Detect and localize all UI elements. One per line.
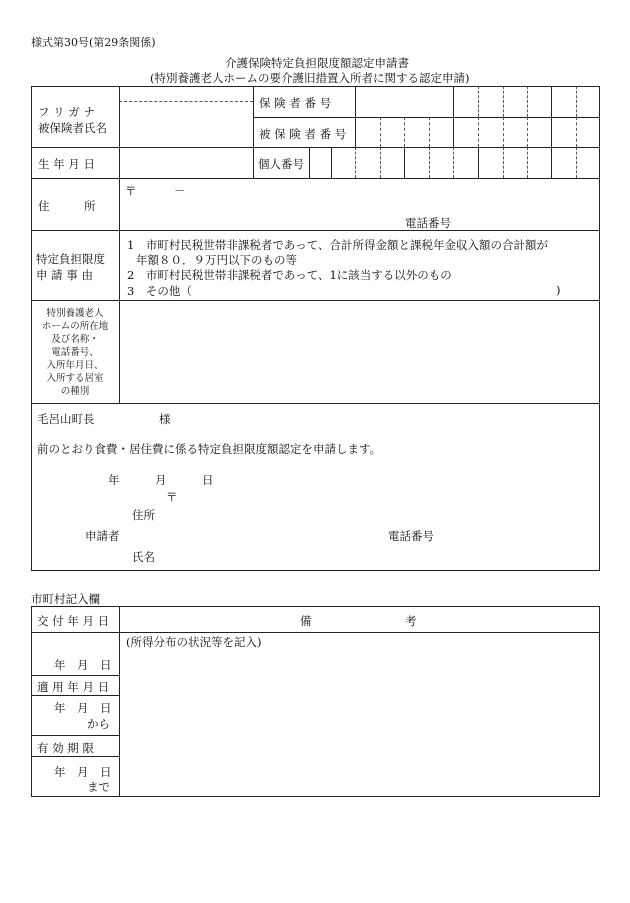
- applicant-label: 申請者: [85, 529, 120, 543]
- postal-mark: 〒: [125, 184, 137, 198]
- insured-number-field[interactable]: [356, 118, 600, 147]
- reason-label-1: 特定負担限度: [36, 252, 105, 266]
- birth-date-field[interactable]: [120, 148, 253, 178]
- declaration-statement: 前のとおり食費・居住費に係る特定負担限度額認定を申請します。: [37, 442, 382, 456]
- applicant-postal-mark: 〒: [166, 490, 178, 504]
- date-year: 年: [108, 473, 120, 487]
- applicant-phone-label: 電話番号: [388, 529, 434, 543]
- furigana-field[interactable]: [120, 87, 253, 101]
- birth-date-label: 生 年 月 日: [38, 157, 95, 171]
- apply-ymd: 年 月 日: [54, 701, 112, 715]
- reason-label-2: 申 請 事 由: [36, 268, 93, 282]
- insured-name-field[interactable]: [120, 102, 253, 147]
- furigana-label: フ リ ガ ナ: [38, 105, 95, 119]
- phone-label: 電話番号: [405, 216, 451, 230]
- my-number-label: 個人番号: [258, 157, 304, 171]
- apply-from: から: [87, 717, 110, 731]
- applicant-name-label: 氏名: [132, 550, 155, 564]
- remarks-field[interactable]: [120, 650, 600, 796]
- reason-option-3: 3 その他（: [127, 284, 192, 298]
- insured-number-label: 被 保 険 者 番 号: [259, 127, 347, 141]
- my-number-field[interactable]: [310, 148, 600, 178]
- facility-label: 特別養護老人 ホームの所在地 及び名称・ 電話番号、 入所年月日、 入所する居室 の種別: [41, 308, 109, 397]
- applicant-address-label: 住所: [132, 508, 155, 522]
- remarks-note: (所得分布の状況等を記入): [126, 635, 262, 649]
- reason-option-2: 2 市町村民税世帯非課税者であって、1に該当する以外のもの: [127, 268, 452, 282]
- date-month: 月: [155, 473, 167, 487]
- facility-info-field[interactable]: [120, 301, 600, 403]
- reason-other-close: ): [556, 283, 561, 297]
- valid-period-label: 有 効 期 限: [37, 741, 94, 755]
- form-title: 介護保険特定負担限度額認定申請書: [225, 56, 409, 70]
- issue-date-label: 交 付 年 月 日: [37, 614, 110, 628]
- insured-name-label: 被保険者氏名: [38, 121, 107, 135]
- reason-option-1-cont: 年額８０．９万円以下のもの等: [136, 253, 297, 267]
- honorific: 様: [159, 412, 171, 426]
- postal-dash: －: [174, 184, 186, 198]
- addressee: 毛呂山町長: [37, 412, 95, 426]
- insurer-number-label: 保 険 者 番 号: [259, 96, 332, 110]
- apply-date-label: 適 用 年 月 日: [37, 680, 110, 694]
- valid-until: まで: [87, 780, 110, 794]
- issue-ymd: 年 月 日: [54, 658, 112, 672]
- address-label: 住 所: [38, 199, 96, 213]
- form-number: 様式第30号(第29条関係): [31, 36, 156, 49]
- date-day: 日: [202, 473, 214, 487]
- insurer-number-field[interactable]: [356, 87, 600, 117]
- address-field[interactable]: [145, 192, 585, 212]
- office-section-title: 市町村記入欄: [31, 592, 100, 606]
- remarks-label-2: 考: [405, 614, 417, 628]
- remarks-label-1: 備: [300, 614, 312, 628]
- form-subtitle: (特別養護老人ホームの要介護旧措置入所者に関する認定申請): [150, 71, 470, 85]
- reason-option-1: 1 市町村民税世帯非課税者であって、合計所得金額と課税年金収入額の合計額が: [127, 238, 548, 252]
- valid-ymd: 年 月 日: [54, 765, 112, 779]
